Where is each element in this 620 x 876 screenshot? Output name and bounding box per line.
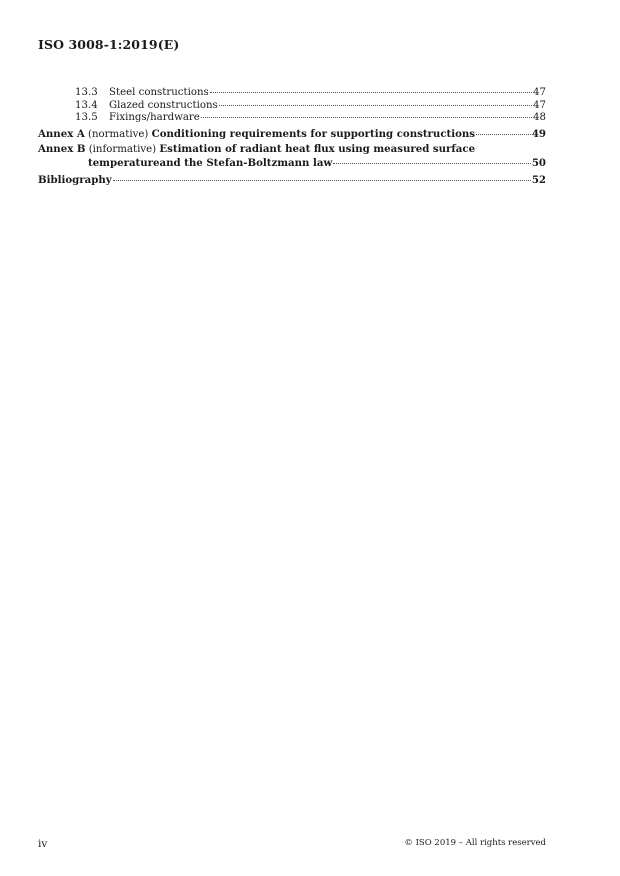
annex-title-line-2: temperatureand the Stefan-Boltzmann law (88, 156, 333, 169)
annex-title-line-1: Estimation of radiant heat flux using measured surface (159, 143, 476, 156)
annex-type: (informative) (88, 144, 157, 156)
toc-entry-13-3[interactable] (38, 87, 546, 100)
annex-title: Conditioning requirements for supporting constructions (151, 127, 476, 140)
dot-leader (210, 92, 532, 93)
document-header: ISO 3008-1:2019(E) (38, 37, 180, 52)
toc-entry-page: 47 (533, 99, 546, 111)
toc-entry-annex-b[interactable] (38, 143, 546, 169)
toc-entry-page: 50 (531, 156, 546, 169)
toc-entry-page: 49 (531, 127, 546, 140)
dot-leader (476, 134, 531, 135)
bibliography-title: Bibliography (38, 173, 112, 186)
dot-leader (333, 163, 531, 164)
dot-leader (201, 117, 532, 118)
toc-entry-number: 13.5 (75, 112, 98, 124)
footer-copyright: © ISO 2019 – All rights reserved (404, 838, 546, 848)
toc-entry-13-4[interactable] (38, 100, 546, 113)
toc-entry-page: 48 (533, 112, 546, 124)
footer-page-number: iv (38, 838, 48, 850)
toc-entry-title: Glazed constructions (109, 99, 218, 111)
toc-entry-page: 52 (531, 173, 546, 186)
annex-label: Annex B (38, 143, 86, 156)
table-of-contents (38, 87, 546, 186)
toc-entry-number: 13.3 (75, 87, 98, 98)
toc-entry-title: Fixings/hardware (109, 112, 200, 124)
annex-type: (normative) (87, 128, 149, 140)
toc-entry-title: Steel constructions (109, 87, 209, 98)
toc-entry-page: 47 (533, 87, 546, 98)
dot-leader (219, 105, 532, 106)
toc-entry-annex-a[interactable] (38, 128, 546, 142)
toc-entry-bibliography[interactable] (38, 174, 546, 187)
annex-label: Annex A (38, 127, 85, 140)
toc-entry-13-5[interactable] (38, 112, 546, 125)
dot-leader (113, 180, 531, 181)
toc-entry-number: 13.4 (75, 99, 98, 111)
